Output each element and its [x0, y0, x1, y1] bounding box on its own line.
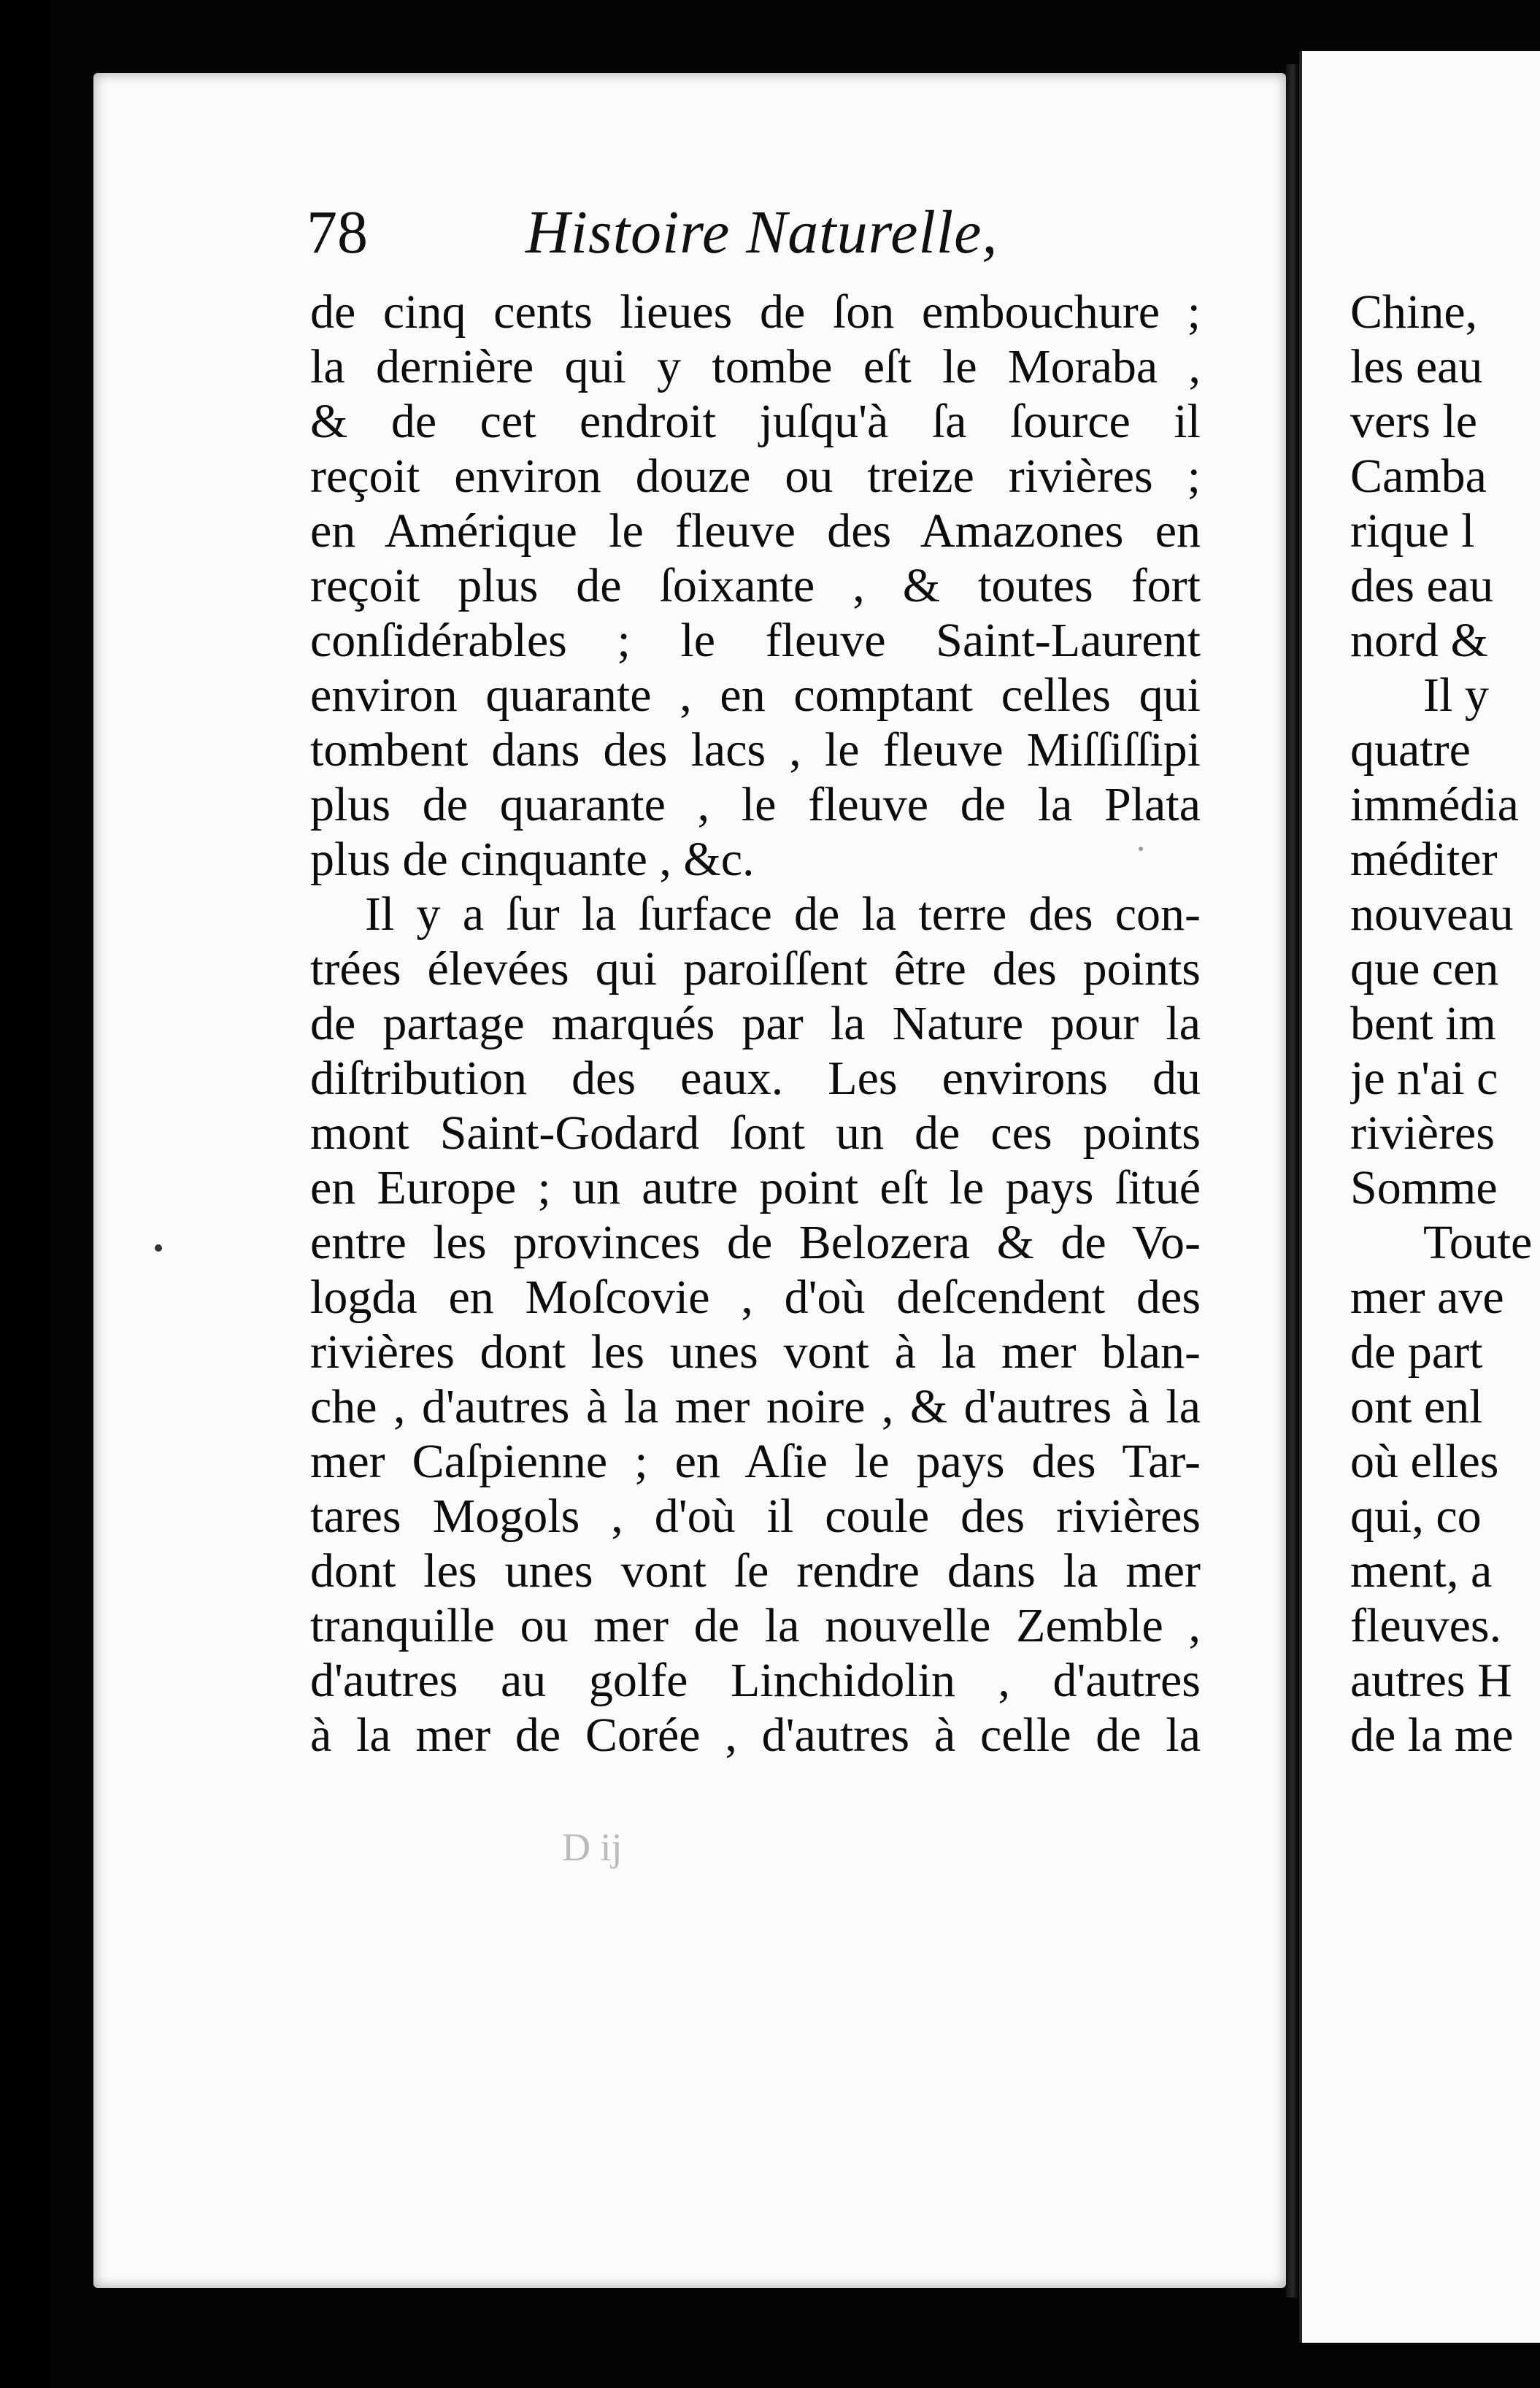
- text-line: qui, co: [1350, 1490, 1482, 1543]
- text-line: où elles: [1350, 1435, 1499, 1488]
- text-line: bent im: [1350, 997, 1496, 1050]
- text-line: de partage marqués par la Nature pour la: [310, 997, 1201, 1050]
- text-line: en Europe ; un autre point eſt le pays ſitué: [310, 1161, 1201, 1214]
- text-line: plus de quarante , le fleuve de la Plata: [310, 778, 1201, 831]
- paper-speck: [155, 1244, 162, 1252]
- text-line: ment, a: [1350, 1544, 1493, 1598]
- text-line: Toute: [1423, 1216, 1533, 1269]
- text-line: diſtribution des eaux. Les environs du: [310, 1052, 1201, 1105]
- text-line: reçoit plus de ſoixante , & toutes fort: [310, 559, 1201, 612]
- text-line: à la mer de Corée , d'autres à celle de la: [310, 1709, 1201, 1762]
- text-line: en Amérique le fleuve des Amazones en: [310, 504, 1201, 558]
- text-line: environ quarante , en comptant celles qui: [310, 669, 1201, 722]
- text-line: mont Saint-Godard ſont un de ces points: [310, 1106, 1201, 1160]
- text-line: la dernière qui y tombe eſt le Moraba ,: [310, 340, 1201, 393]
- text-line: que cen: [1350, 942, 1499, 995]
- text-line: Il y: [1423, 669, 1489, 722]
- text-line: Chine,: [1350, 285, 1478, 339]
- text-line: tranquille ou mer de la nouvelle Zemble ,: [310, 1599, 1201, 1652]
- text-line: nouveau: [1350, 887, 1514, 941]
- text-line: Camba: [1350, 450, 1487, 503]
- text-line: & de cet endroit juſqu'à ſa ſource il: [310, 395, 1201, 448]
- text-line: dont les unes vont ſe rendre dans la mer: [310, 1544, 1201, 1598]
- text-line: trées élevées qui paroiſſent être des points: [310, 942, 1201, 995]
- text-line: tombent dans des lacs , le fleuve Miſſiſſipi: [310, 723, 1201, 777]
- text-line: mer Caſpienne ; en Aſie le pays des Tar-: [310, 1435, 1201, 1488]
- running-title: Histoire Naturelle,: [525, 199, 998, 266]
- text-line: tares Mogols , d'où il coule des rivières: [310, 1490, 1201, 1543]
- text-line: reçoit environ douze ou treize rivières ;: [310, 450, 1201, 503]
- left-page-body: [310, 285, 1201, 1763]
- page-number: 78: [307, 199, 368, 266]
- text-line: mer ave: [1350, 1271, 1504, 1324]
- text-line: ont enl: [1350, 1380, 1483, 1433]
- text-line: plus de cinquante , &c.: [310, 833, 755, 886]
- text-line: nord &: [1350, 614, 1488, 667]
- book-gutter: [1286, 64, 1299, 2298]
- text-line: d'autres au golfe Linchidolin , d'autres: [310, 1654, 1201, 1707]
- text-line: entre les provinces de Belozera & de Vo-: [310, 1216, 1201, 1269]
- text-line: conſidérables ; le fleuve Saint-Laurent: [310, 614, 1201, 667]
- text-line: des eau: [1350, 559, 1494, 612]
- text-line: Il y a ſur la ſurface de la terre des con-: [365, 887, 1201, 941]
- right-page-body: [1350, 285, 1536, 1763]
- text-line: je n'ai c: [1350, 1052, 1498, 1105]
- text-line: de part: [1350, 1325, 1483, 1379]
- text-line: rique l: [1350, 504, 1475, 558]
- text-line: rivières: [1350, 1106, 1495, 1160]
- text-line: logda en Moſcovie , d'où deſcendent des: [310, 1271, 1201, 1324]
- text-line: immédia: [1350, 778, 1519, 831]
- text-line: de cinq cents lieues de ſon embouchure ;: [310, 285, 1201, 339]
- text-line: fleuves.: [1350, 1599, 1502, 1652]
- text-line: les eau: [1350, 340, 1483, 393]
- text-line: méditer: [1350, 833, 1498, 886]
- text-line: quatre: [1350, 723, 1471, 777]
- text-line: de la me: [1350, 1709, 1514, 1762]
- text-line: che , d'autres à la mer noire , & d'autres à la: [310, 1380, 1201, 1433]
- text-line: Somme: [1350, 1161, 1498, 1214]
- page-header: [212, 197, 1233, 277]
- text-line: rivières dont les unes vont à la mer blan-: [310, 1325, 1201, 1379]
- scan-border-left: [0, 0, 51, 2388]
- text-line: autres H: [1350, 1654, 1512, 1707]
- text-line: vers le: [1350, 395, 1478, 448]
- signature-mark: D ij: [562, 1825, 623, 1869]
